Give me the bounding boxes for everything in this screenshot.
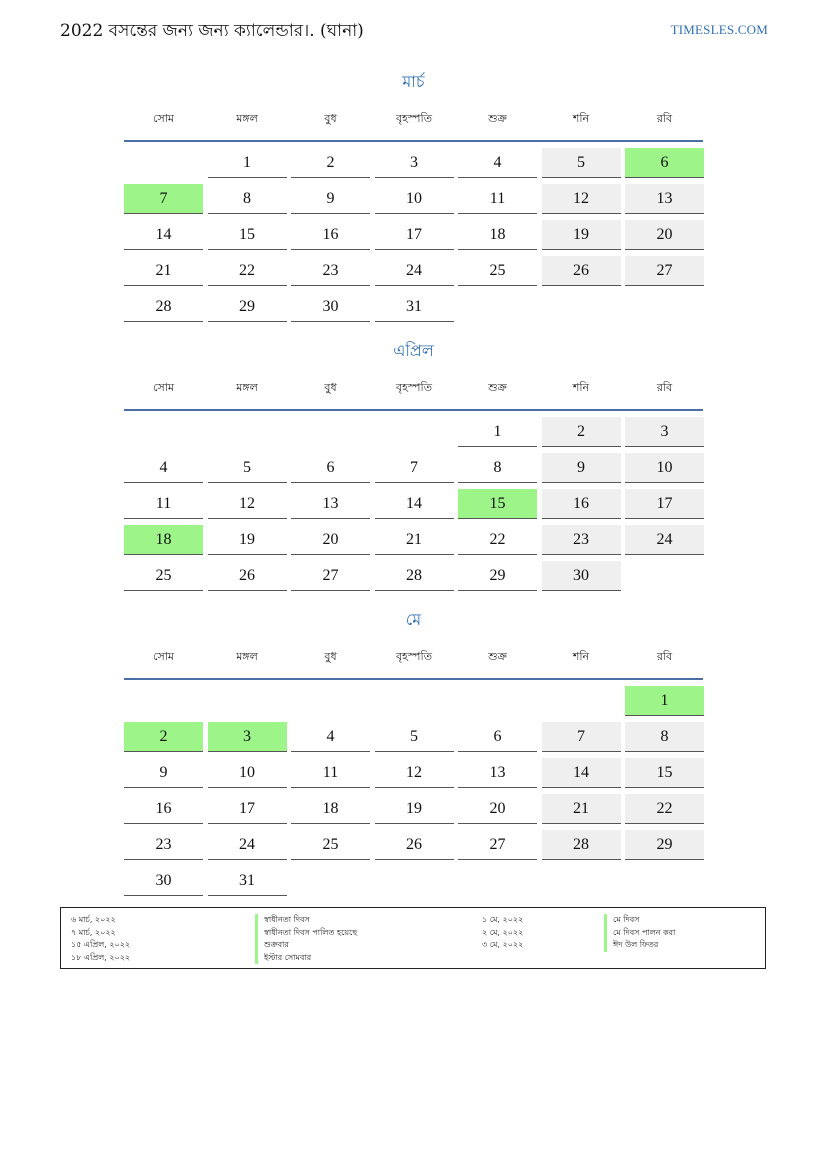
legend-holiday-name: ঈদ উল ফিতর bbox=[604, 939, 675, 952]
day-cell-holiday: 18 bbox=[124, 525, 203, 555]
weekday-label: রবি bbox=[656, 650, 673, 663]
weekday-label: বুধ bbox=[324, 112, 337, 125]
weekday-label: শুক্র bbox=[488, 381, 507, 394]
day-cell: 28 bbox=[542, 830, 621, 860]
day-cell: 27 bbox=[291, 561, 370, 591]
day-cell: 3 bbox=[375, 148, 454, 178]
day-cell: 9 bbox=[542, 453, 621, 483]
day-cell: 27 bbox=[625, 256, 704, 286]
weekday-label: সোম bbox=[152, 381, 175, 394]
weekday-label: বুধ bbox=[324, 650, 337, 663]
day-cell: 4 bbox=[458, 148, 537, 178]
holiday-legend bbox=[60, 907, 766, 969]
day-cell: 11 bbox=[291, 758, 370, 788]
weekday-label: শনি bbox=[572, 650, 590, 663]
weekday-label: রবি bbox=[656, 381, 673, 394]
day-cell: 1 bbox=[208, 148, 287, 178]
legend-holiday-name: স্বাধীনতা দিবস পালিত হয়েছে bbox=[255, 927, 357, 940]
day-cell: 20 bbox=[458, 794, 537, 824]
weekday-label: রবি bbox=[656, 112, 673, 125]
legend-date: ১ মে, ২০২২ bbox=[482, 915, 524, 924]
day-cell: 24 bbox=[625, 525, 704, 555]
page-title: 2022 বসন্তের জন্য জন্য ক্যালেন্ডার।. (ঘানা) bbox=[60, 21, 364, 41]
month-block-march bbox=[124, 70, 703, 315]
legend-dates-left bbox=[71, 914, 130, 964]
month-title: এপ্রিল bbox=[393, 341, 434, 360]
day-cell: 5 bbox=[542, 148, 621, 178]
day-cell: 6 bbox=[458, 722, 537, 752]
weekday-label: শুক্র bbox=[488, 112, 507, 125]
day-cell-holiday: 7 bbox=[124, 184, 203, 214]
day-cell: 7 bbox=[375, 453, 454, 483]
day-cell: 12 bbox=[375, 758, 454, 788]
day-cell: 26 bbox=[375, 830, 454, 860]
legend-holiday-name: ইস্টার সোমবার bbox=[255, 952, 357, 965]
day-cell: 26 bbox=[208, 561, 287, 591]
day-cell: 14 bbox=[124, 220, 203, 250]
day-cell: 19 bbox=[208, 525, 287, 555]
day-cell: 13 bbox=[625, 184, 704, 214]
day-cell: 16 bbox=[542, 489, 621, 519]
day-cell-holiday: 2 bbox=[124, 722, 203, 752]
day-cell: 6 bbox=[291, 453, 370, 483]
weekday-label: মঙ্গল bbox=[236, 112, 258, 125]
day-cell: 28 bbox=[375, 561, 454, 591]
day-cell: 30 bbox=[291, 292, 370, 322]
site-link[interactable]: TIMESLES.COM bbox=[670, 22, 768, 37]
day-cell: 13 bbox=[458, 758, 537, 788]
legend-holiday-name: শুক্রবার bbox=[255, 939, 357, 952]
day-cell: 19 bbox=[375, 794, 454, 824]
day-cell: 15 bbox=[208, 220, 287, 250]
day-cell: 10 bbox=[208, 758, 287, 788]
day-cell: 8 bbox=[208, 184, 287, 214]
day-cell: 14 bbox=[542, 758, 621, 788]
day-cell: 19 bbox=[542, 220, 621, 250]
day-cell: 4 bbox=[124, 453, 203, 483]
day-cell: 24 bbox=[208, 830, 287, 860]
legend-names-right bbox=[604, 914, 675, 952]
day-cell: 15 bbox=[625, 758, 704, 788]
weekday-header bbox=[124, 642, 703, 680]
legend-date: ৭ মার্চ, ২০২২ bbox=[71, 927, 116, 937]
day-cell: 18 bbox=[291, 794, 370, 824]
day-cell: 4 bbox=[291, 722, 370, 752]
day-cell-holiday: 6 bbox=[625, 148, 704, 178]
day-cell: 11 bbox=[124, 489, 203, 519]
day-cell: 22 bbox=[458, 525, 537, 555]
day-cell-holiday: 3 bbox=[208, 722, 287, 752]
legend-holiday-name: স্বাধীনতা দিবস bbox=[255, 914, 357, 927]
day-cell: 11 bbox=[458, 184, 537, 214]
day-cell: 20 bbox=[625, 220, 704, 250]
weekday-label: সোম bbox=[152, 112, 175, 125]
legend-dates-right bbox=[482, 914, 523, 952]
day-cell: 17 bbox=[375, 220, 454, 250]
weekday-label: শনি bbox=[572, 112, 590, 125]
weekday-header bbox=[124, 104, 703, 142]
month-title: মার্চ bbox=[402, 72, 425, 91]
weekday-label: শনি bbox=[572, 381, 590, 394]
day-cell-holiday: 15 bbox=[458, 489, 537, 519]
weekday-label: সোম bbox=[152, 650, 175, 663]
weekday-label: বৃহস্পতি bbox=[396, 381, 432, 394]
legend-holiday-name: মে দিবস bbox=[604, 914, 675, 927]
day-cell: 9 bbox=[124, 758, 203, 788]
page-header bbox=[60, 18, 768, 46]
weekday-label: বৃহস্পতি bbox=[396, 650, 432, 663]
day-cell: 23 bbox=[124, 830, 203, 860]
day-cell: 28 bbox=[124, 292, 203, 322]
day-cell: 30 bbox=[542, 561, 621, 591]
day-cell: 24 bbox=[375, 256, 454, 286]
day-cell: 3 bbox=[625, 417, 704, 447]
day-cell: 12 bbox=[542, 184, 621, 214]
weekday-label: বৃহস্পতি bbox=[396, 112, 432, 125]
day-cell: 30 bbox=[124, 866, 203, 896]
day-cell: 23 bbox=[291, 256, 370, 286]
day-cell: 25 bbox=[291, 830, 370, 860]
month-block-may bbox=[124, 608, 703, 889]
day-cell: 7 bbox=[542, 722, 621, 752]
day-cell: 31 bbox=[375, 292, 454, 322]
day-cell: 1 bbox=[458, 417, 537, 447]
day-cell: 8 bbox=[458, 453, 537, 483]
legend-date: ২ মে, ২০২২ bbox=[482, 927, 524, 937]
day-cell: 10 bbox=[625, 453, 704, 483]
day-cell: 26 bbox=[542, 256, 621, 286]
weekday-label: মঙ্গল bbox=[236, 381, 258, 394]
day-cell: 5 bbox=[208, 453, 287, 483]
legend-date: ৩ মে, ২০২২ bbox=[482, 940, 524, 949]
weekday-label: মঙ্গল bbox=[236, 650, 258, 663]
day-cell: 25 bbox=[124, 561, 203, 591]
day-cell: 29 bbox=[458, 561, 537, 591]
day-cell: 16 bbox=[124, 794, 203, 824]
weekday-label: বুধ bbox=[324, 381, 337, 394]
month-block-april bbox=[124, 339, 703, 584]
day-cell: 18 bbox=[458, 220, 537, 250]
weekday-label: শুক্র bbox=[488, 650, 507, 663]
legend-names-left bbox=[255, 914, 357, 964]
weekday-header bbox=[124, 373, 703, 411]
legend-date: ১৫ এপ্রিল, ২০২২ bbox=[71, 940, 131, 949]
day-cell: 5 bbox=[375, 722, 454, 752]
day-cell: 21 bbox=[542, 794, 621, 824]
day-cell: 25 bbox=[458, 256, 537, 286]
day-cell: 29 bbox=[208, 292, 287, 322]
day-cell: 29 bbox=[625, 830, 704, 860]
day-cell: 9 bbox=[291, 184, 370, 214]
day-cell-holiday: 1 bbox=[625, 686, 704, 716]
day-cell: 21 bbox=[375, 525, 454, 555]
day-cell: 2 bbox=[542, 417, 621, 447]
day-cell: 10 bbox=[375, 184, 454, 214]
day-cell: 8 bbox=[625, 722, 704, 752]
day-cell: 22 bbox=[208, 256, 287, 286]
legend-holiday-name: মে দিবস পালন করা bbox=[604, 927, 675, 940]
day-cell: 13 bbox=[291, 489, 370, 519]
month-title: মে bbox=[405, 610, 422, 629]
day-cell: 20 bbox=[291, 525, 370, 555]
day-cell: 23 bbox=[542, 525, 621, 555]
day-cell: 12 bbox=[208, 489, 287, 519]
legend-date: ৬ মার্চ, ২০২২ bbox=[71, 915, 116, 924]
day-cell: 31 bbox=[208, 866, 287, 896]
day-cell: 21 bbox=[124, 256, 203, 286]
day-cell: 17 bbox=[208, 794, 287, 824]
day-cell: 17 bbox=[625, 489, 704, 519]
day-cell: 16 bbox=[291, 220, 370, 250]
day-cell: 2 bbox=[291, 148, 370, 178]
legend-date: ১৮ এপ্রিল, ২০২২ bbox=[71, 952, 131, 962]
day-cell: 14 bbox=[375, 489, 454, 519]
day-cell: 27 bbox=[458, 830, 537, 860]
day-cell: 22 bbox=[625, 794, 704, 824]
